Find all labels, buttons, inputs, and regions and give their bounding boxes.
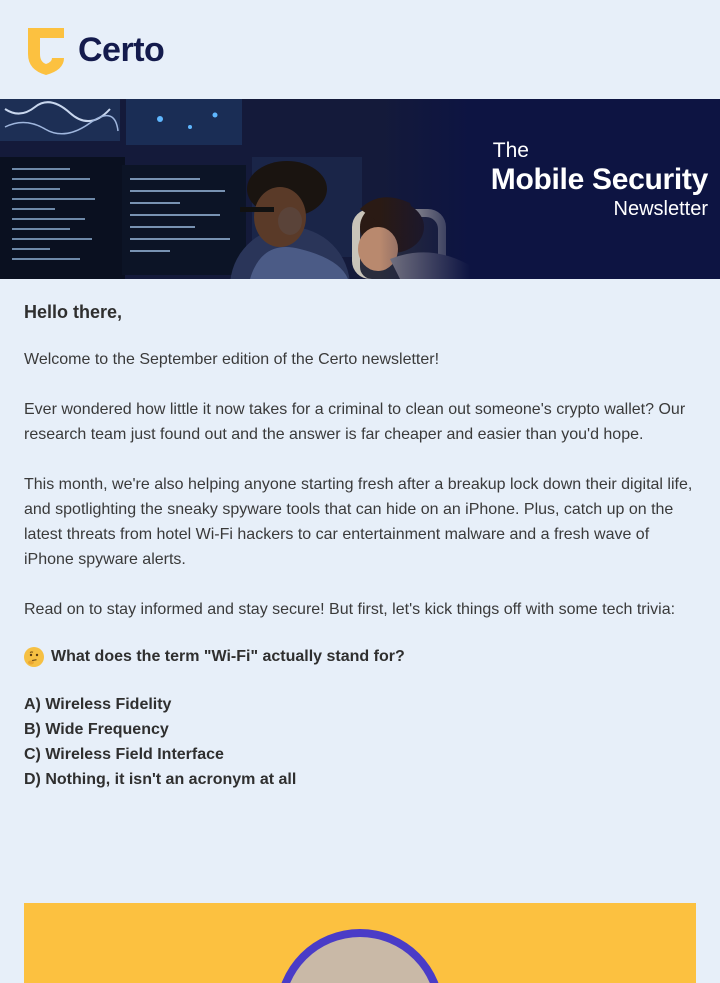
author-photo (284, 937, 436, 983)
author-avatar (276, 929, 444, 983)
certo-logo[interactable] (24, 24, 164, 76)
monthly-topics-paragraph: This month, we're also helping anyone starting fresh after a breakup lock down their digital life, and spotlighting the sneaky spyware tools that can hide on an iPhone. Plus, catch up on the latest threats from hotel Wi-Fi hackers to car entertainment malware and a fresh wave of iPhone spyware alerts. (24, 476, 693, 568)
banner-title-line1: The (492, 139, 529, 162)
trivia-answer-c: C) Wireless Field Interface (24, 746, 224, 763)
security-team-illustration (0, 99, 470, 279)
greeting: Hello there, (24, 302, 123, 322)
trivia-intro-paragraph: Read on to stay informed and stay secure! But first, let's kick things off with some tech trivia: (24, 601, 676, 618)
banner-title-line3: Newsletter (613, 198, 708, 220)
email-header (0, 0, 720, 99)
newsletter-banner (0, 99, 720, 279)
trivia-question (24, 647, 696, 667)
crypto-paragraph: Ever wondered how little it now takes for a criminal to clean out someone's crypto wallet? Our research team just found out and the answer is far cheaper and easier than you'd hope. (24, 401, 686, 443)
trivia-question-text: What does the term "Wi-Fi" actually stand for? (51, 648, 405, 665)
featured-section-panel (24, 903, 696, 983)
trivia-answers (24, 692, 696, 792)
trivia-answer-d: D) Nothing, it isn't an acronym at all (24, 771, 297, 788)
trivia-answer-a: A) Wireless Fidelity (24, 696, 172, 713)
banner-title-line2: Mobile Security (490, 163, 708, 196)
brand-name: Certo (78, 30, 165, 69)
intro-paragraph: Welcome to the September edition of the Certo newsletter! (24, 351, 440, 368)
certo-shield-icon (24, 24, 68, 76)
thinking-face-icon (24, 647, 44, 667)
banner-title (491, 139, 708, 221)
trivia-answer-b: B) Wide Frequency (24, 721, 169, 738)
email-body (0, 302, 720, 792)
